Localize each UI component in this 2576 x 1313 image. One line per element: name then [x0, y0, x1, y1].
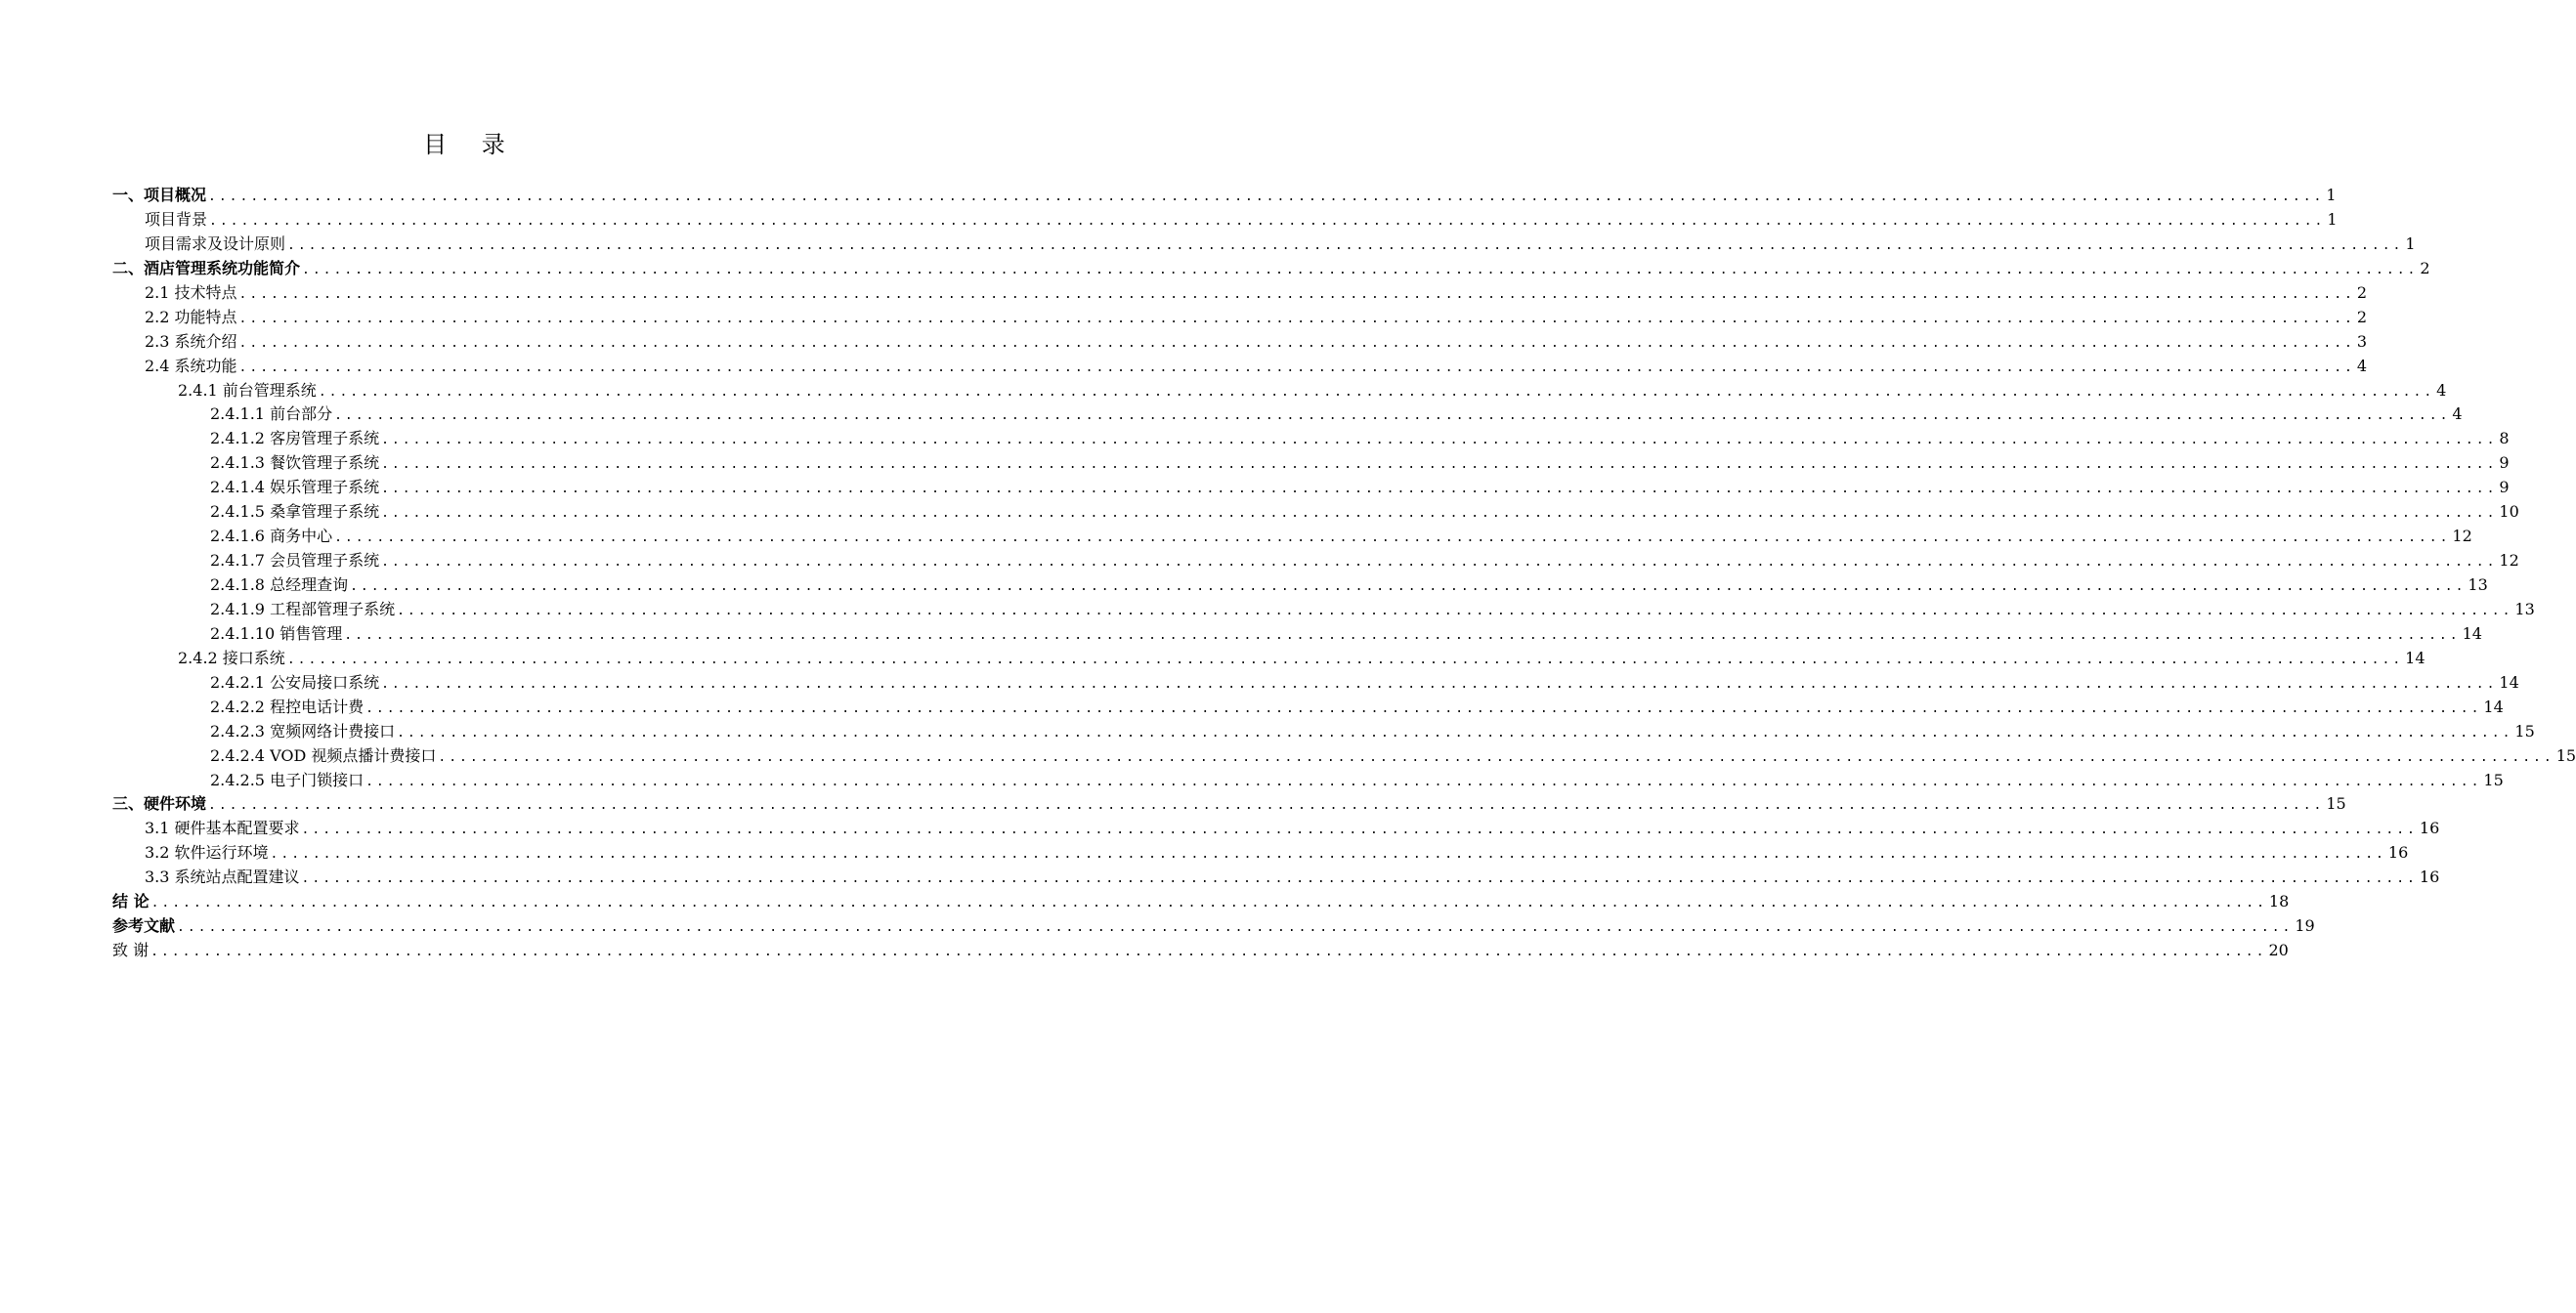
- toc-dot-leader: ........................................................................................................................................................................................................: [438, 749, 2555, 765]
- toc-entry-page-number: 4: [2356, 356, 2368, 375]
- toc-entry-page-number: 14: [2499, 672, 2519, 692]
- toc-dot-leader: ........................................................................................................................................................................................................: [286, 652, 2404, 667]
- toc-entry-page-number: 9: [2499, 453, 2510, 473]
- toc-entry[interactable]: [112, 792, 2346, 817]
- toc-entry-page-number: 1: [2327, 209, 2338, 229]
- toc-entry-page-number: 3: [2356, 331, 2368, 351]
- toc-dot-leader: ........................................................................................................................................................................................................: [381, 555, 2498, 571]
- toc-dot-leader: ........................................................................................................................................................................................................: [381, 433, 2498, 448]
- toc-entry[interactable]: [112, 890, 2290, 914]
- toc-entry-page-number: 10: [2499, 502, 2519, 522]
- toc-entry-label: 致 谢: [112, 941, 150, 960]
- toc-entry-label: 3.2 软件运行环境: [145, 843, 269, 863]
- toc-dot-leader: ........................................................................................................................................................................................................: [238, 286, 2355, 302]
- toc-dot-leader: ........................................................................................................................................................................................................: [150, 945, 2267, 960]
- toc-entry-label: 2.4.2.1 公安局接口系统: [210, 672, 380, 692]
- toc-entry-label: 参考文献: [112, 916, 176, 936]
- toc-entry[interactable]: [112, 402, 2463, 427]
- toc-entry[interactable]: [112, 427, 2510, 451]
- toc-entry-label: 2.1 技术特点: [145, 282, 237, 302]
- toc-entry-page-number: 1: [2326, 186, 2337, 204]
- toc-entry[interactable]: [112, 720, 2535, 744]
- toc-entry-label: 结 论: [112, 892, 150, 911]
- toc-entry[interactable]: [112, 598, 2535, 622]
- toc-entry-label: 项目需求及设计原则: [145, 233, 286, 253]
- toc-entry-page-number: 19: [2295, 916, 2315, 936]
- toc-entry[interactable]: [112, 208, 2338, 233]
- toc-entry-page-number: 14: [2405, 648, 2426, 667]
- toc-dot-leader: ........................................................................................................................................................................................................: [238, 335, 2355, 351]
- toc-entry[interactable]: [112, 500, 2519, 525]
- toc-entry-label: 2.4.1.2 客房管理子系统: [210, 429, 380, 448]
- toc-entry[interactable]: [112, 549, 2519, 573]
- toc-dot-leader: ........................................................................................................................................................................................................: [334, 530, 2451, 546]
- toc-dot-leader: ........................................................................................................................................................................................................: [209, 213, 2326, 229]
- toc-dot-leader: ........................................................................................................................................................................................................: [238, 360, 2355, 375]
- toc-entry-page-number: 13: [2514, 599, 2535, 618]
- toc-entry-label: 2.4.2.2 程控电话计费: [210, 697, 365, 716]
- toc-entry[interactable]: [112, 696, 2504, 720]
- toc-entry-label: 2.4.2.5 电子门锁接口: [210, 770, 365, 789]
- toc-dot-leader: ........................................................................................................................................................................................................: [208, 190, 2325, 204]
- toc-dot-leader: ........................................................................................................................................................................................................: [365, 700, 2482, 716]
- toc-entry-label: 2.4.1.7 会员管理子系统: [210, 551, 380, 571]
- toc-entry[interactable]: [112, 330, 2368, 355]
- toc-entry-label: 2.4.1.9 工程部管理子系统: [210, 599, 396, 618]
- toc-entry[interactable]: [112, 647, 2426, 671]
- toc-entry[interactable]: [112, 306, 2368, 330]
- toc-entry-page-number: 12: [2499, 551, 2519, 571]
- toc-entry-page-number: 15: [2514, 721, 2535, 741]
- toc-dot-leader: ........................................................................................................................................................................................................: [397, 725, 2513, 741]
- toc-entry[interactable]: [112, 525, 2472, 549]
- toc-entry[interactable]: [112, 233, 2416, 257]
- toc-dot-leader: ........................................................................................................................................................................................................: [318, 384, 2435, 400]
- toc-dot-leader: ........................................................................................................................................................................................................: [381, 506, 2498, 522]
- toc-entry-label: 2.4.1.3 餐饮管理子系统: [210, 453, 380, 473]
- toc-entry-page-number: 13: [2468, 575, 2488, 594]
- toc-entry[interactable]: [112, 355, 2368, 379]
- toc-entry[interactable]: [112, 622, 2482, 647]
- toc-dot-leader: ........................................................................................................................................................................................................: [344, 627, 2461, 643]
- toc-dot-leader: ........................................................................................................................................................................................................: [350, 579, 2467, 594]
- toc-entry-page-number: 18: [2268, 892, 2290, 911]
- toc-entry-page-number: 2: [2356, 307, 2368, 326]
- toc-entry[interactable]: [112, 866, 2440, 890]
- toc-entry[interactable]: [112, 257, 2430, 281]
- toc-dot-leader: ........................................................................................................................................................................................................: [302, 262, 2419, 277]
- toc-entry[interactable]: [112, 379, 2447, 403]
- toc-dot-leader: ........................................................................................................................................................................................................: [397, 603, 2513, 618]
- toc-dot-leader: ........................................................................................................................................................................................................: [150, 896, 2267, 911]
- toc-entry-page-number: 4: [2452, 404, 2463, 424]
- toc-entry-page-number: 16: [2387, 843, 2409, 863]
- toc-entry-page-number: 12: [2452, 527, 2472, 546]
- table-of-contents: [112, 184, 2576, 963]
- toc-entry-page-number: 15: [2326, 794, 2346, 814]
- toc-entry[interactable]: [112, 939, 2289, 963]
- toc-entry-label: 2.4.1.4 娱乐管理子系统: [210, 478, 380, 497]
- toc-title: 目 录: [423, 131, 519, 158]
- toc-dot-leader: ........................................................................................................................................................................................................: [365, 774, 2482, 789]
- toc-entry[interactable]: [112, 573, 2488, 598]
- toc-entry-page-number: 2: [2420, 258, 2430, 277]
- toc-dot-leader: ........................................................................................................................................................................................................: [381, 457, 2498, 473]
- toc-entry-label: 2.4.1.5 桑拿管理子系统: [210, 502, 380, 522]
- toc-entry-label: 三、硬件环境: [112, 794, 207, 814]
- toc-entry[interactable]: [112, 769, 2504, 793]
- toc-entry-label: 3.3 系统站点配置建议: [145, 868, 300, 887]
- toc-entry[interactable]: [112, 744, 2576, 769]
- toc-entry-page-number: 16: [2419, 868, 2440, 887]
- toc-dot-leader: ........................................................................................................................................................................................................: [334, 408, 2451, 424]
- toc-entry[interactable]: [112, 451, 2510, 476]
- toc-entry-label: 2.4.1.6 商务中心: [210, 527, 333, 546]
- toc-entry-label: 2.4.1 前台管理系统: [178, 380, 317, 400]
- toc-entry-label: 2.2 功能特点: [145, 307, 237, 326]
- toc-entry-page-number: 2: [2356, 282, 2368, 302]
- toc-entry-page-number: 14: [2483, 697, 2504, 716]
- toc-entry[interactable]: [112, 476, 2510, 500]
- toc-dot-leader: ........................................................................................................................................................................................................: [381, 676, 2498, 692]
- toc-entry-page-number: 20: [2268, 941, 2289, 960]
- toc-entry-label: 项目背景: [145, 209, 208, 229]
- toc-dot-leader: ........................................................................................................................................................................................................: [177, 920, 2294, 936]
- toc-entry[interactable]: [112, 914, 2315, 939]
- toc-entry-page-number: 8: [2499, 429, 2510, 448]
- toc-entry-label: 2.3 系统介绍: [145, 331, 237, 351]
- toc-entry-page-number: 9: [2499, 478, 2510, 497]
- toc-entry-label: 一、项目概况: [112, 186, 207, 204]
- toc-entry-label: 2.4.1.10 销售管理: [210, 623, 343, 643]
- toc-entry[interactable]: [112, 841, 2409, 866]
- toc-dot-leader: ........................................................................................................................................................................................................: [301, 823, 2418, 838]
- toc-entry-label: 3.1 硬件基本配置要求: [145, 819, 300, 838]
- toc-entry-page-number: 15: [2555, 745, 2576, 765]
- toc-entry-page-number: 15: [2483, 770, 2504, 789]
- toc-entry-label: 二、酒店管理系统功能简介: [112, 258, 301, 277]
- toc-entry-label: 2.4.1.8 总经理查询: [210, 575, 349, 594]
- toc-entry[interactable]: [112, 184, 2337, 208]
- toc-dot-leader: ........................................................................................................................................................................................................: [270, 847, 2386, 863]
- toc-dot-leader: ........................................................................................................................................................................................................: [287, 237, 2404, 253]
- toc-dot-leader: ........................................................................................................................................................................................................: [238, 311, 2355, 326]
- toc-entry-label: 2.4.2.4 VOD 视频点播计费接口: [210, 745, 437, 765]
- toc-entry-label: 2.4.2.3 宽频网络计费接口: [210, 721, 396, 741]
- toc-dot-leader: ........................................................................................................................................................................................................: [381, 482, 2498, 497]
- toc-entry-label: 2.4.1.1 前台部分: [210, 404, 333, 424]
- toc-entry[interactable]: [112, 671, 2519, 696]
- toc-dot-leader: ........................................................................................................................................................................................................: [301, 871, 2418, 887]
- toc-entry-page-number: 14: [2462, 623, 2482, 643]
- toc-entry-page-number: 1: [2405, 233, 2416, 253]
- toc-entry-page-number: 4: [2436, 380, 2447, 400]
- toc-dot-leader: ........................................................................................................................................................................................................: [208, 798, 2325, 814]
- toc-entry-label: 2.4.2 接口系统: [178, 648, 285, 667]
- toc-entry-label: 2.4 系统功能: [145, 356, 237, 375]
- toc-entry[interactable]: [112, 817, 2440, 841]
- toc-entry[interactable]: [112, 281, 2368, 306]
- toc-entry-page-number: 16: [2419, 819, 2440, 838]
